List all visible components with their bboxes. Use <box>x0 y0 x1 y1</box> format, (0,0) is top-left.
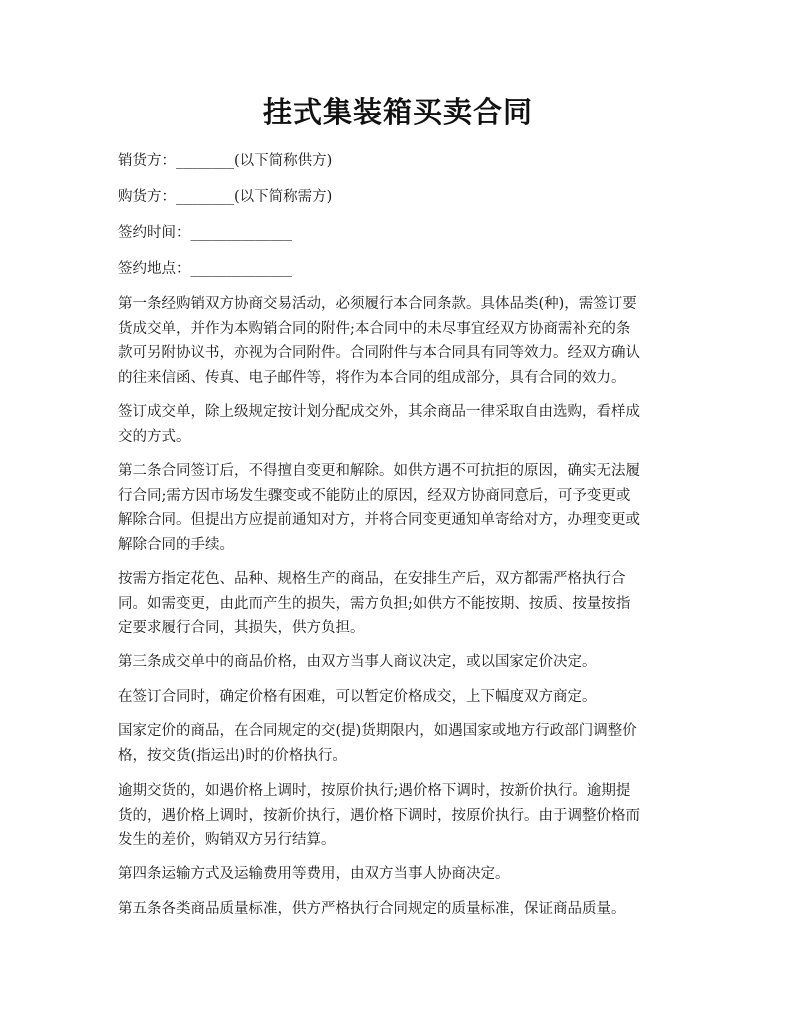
overdue-paragraph: 逾期交货的，如遇价格上调时，按原价执行;遇价格下调时，按新价执行。逾期提 货的，遇价格上调时，按新价执行，遇价格下调时，按原价执行。由于调整价格而 发生的差价，购销双方另行结算。 <box>118 783 640 848</box>
specified-goods-paragraph: 按需方指定花色、品种、规格生产的商品，在安排生产后，双方都需严格执行合 同。如需变更，由此而产生的损失，需方负担;如供方不能按期、按质、按量按指 定要求履行合同，其损失，供方负担。 <box>118 571 631 636</box>
document-title: 挂式集装箱买卖合同 <box>262 95 533 129</box>
provisional-price-paragraph: 在签订合同时，确定价格有困难，可以暂定价格成交，上下幅度双方商定。 <box>118 689 597 705</box>
seller-line: 销货方：________(以下简称供方) <box>118 153 333 169</box>
article-5-paragraph: 第五条各类商品质量标准，供方严格执行合同规定的质量标准，保证商品质量。 <box>118 901 626 917</box>
article-4-paragraph: 第四条运输方式及运输费用等费用，由双方当事人协商决定。 <box>118 866 510 882</box>
signing-place-line: 签约地点：______________ <box>118 261 292 277</box>
order-form-paragraph: 签订成交单，除上级规定按计划分配成交外，其余商品一律采取自由选购，看样成 交的方式。 <box>118 404 640 445</box>
signing-time-line: 签约时间：______________ <box>118 225 292 241</box>
article-2-paragraph: 第二条合同签订后，不得擅自变更和解除。如供方遇不可抗拒的原因，确实无法履 行合同;需方因市场发生骤变或不能防止的原因，经双方协商同意后，可予变更或 解除合同。但提出方应提前通知对方，并将合同变更通知单寄给对方，办理变更或 解除合同的手续。 <box>118 463 640 553</box>
article-3-paragraph: 第三条成交单中的商品价格，由双方当事人商议决定，或以国家定价决定。 <box>118 654 597 670</box>
state-price-paragraph: 国家定价的商品，在合同规定的交(提)货期限内，如遇国家或地方行政部门调整价 格，按交货(指运出)时的价格执行。 <box>118 723 637 764</box>
buyer-line: 购货方：________(以下简称需方) <box>118 189 333 205</box>
article-1-paragraph: 第一条经购销双方协商交易活动，必须履行本合同条款。具体品类(种)，需签订要 货成交单，并作为本购销合同的附件;本合同中的未尽事宜经双方协商需补充的条 款可另附协议书，亦视为合同附件。合同附件与本合同具有同等效力。经双方确认 的往来信函、传真、电子邮件等，将作为本合同的组成部分，具有合同的效力。 <box>118 296 640 386</box>
